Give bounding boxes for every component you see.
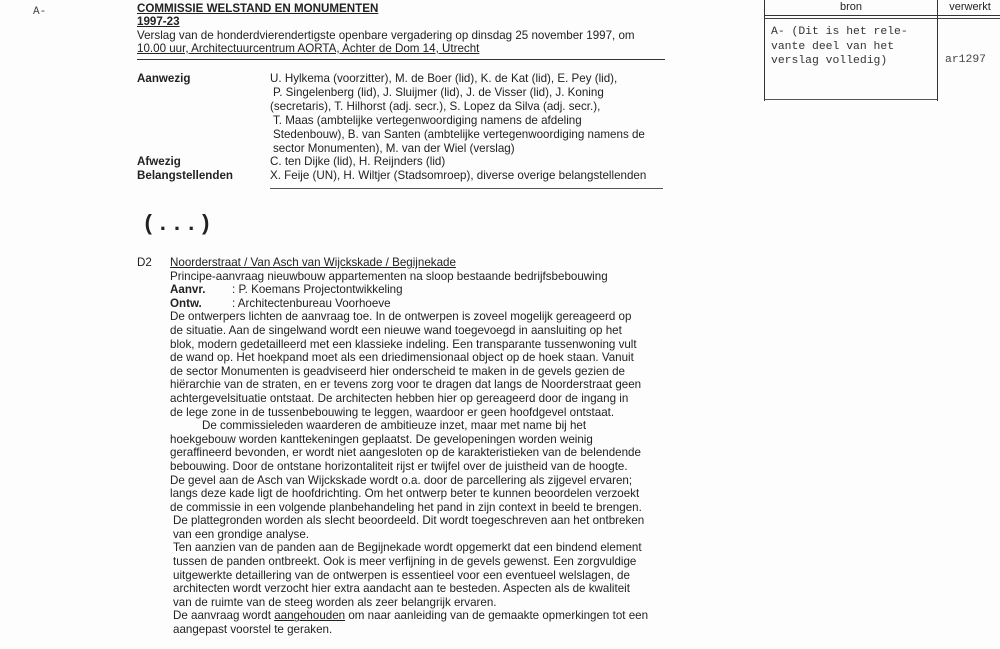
attendance-present [137,72,646,155]
conclusion [170,609,648,636]
text-line: hoekgebouw worden kanttekeningen geplaatst. De gevelopeningen worden weinig [170,432,593,446]
attendance-label: Belangstellenden [137,169,233,183]
text-line: de wand op. Het hoekpand moet als een driedimensionaal object op de hoek staan. Vanuit [170,351,634,365]
applicant-label: Aanvr. [170,283,206,297]
applicant-value: : P. Koemans Projectontwikkeling [232,283,403,297]
column-header-processed: verwerkt [949,1,991,13]
text-line: van een grondige analyse. [173,527,310,541]
document-header [137,2,635,55]
attendance-line: C. ten Dijke (lid), H. Reijnders (lid) [270,155,446,169]
text-line: langs deze kade ligt de hoofdrichting. Om het ontwerp beter te kunnen beoordelen verzoekt [170,487,640,501]
item-title: Noorderstraat / Van Asch van Wijckskade / Begijnekade [170,256,456,269]
text-line: blok, modern gedetailleerd met een klassieke indeling. Een transparante tussenwoning vult [170,337,637,351]
margin-mark: A- [33,6,47,18]
text-segment: om naar aanleiding van de gemaakte opmerkingen tot een [345,609,649,623]
text-line: de sector Monumenten is geadviseerd hier onderscheid te maken in de gevels gezien de [170,364,626,378]
text-line: Ten aanzien van de panden aan de Begijnekade wordt opgemerkt dat een bindend element [173,541,642,555]
item-subtitle: Principe-aanvraag nieuwbouw appartementen na sloop bestaande bedrijfsbebouwing [170,269,608,283]
header-divider [137,59,665,60]
attendance-line: (secretaris), T. Hilhorst (adj. secr.), S. Lopez da Silva (adj. secr.), [270,99,601,113]
designer-label: Ontw. [170,296,202,310]
text-line: architecten wordt verzocht hier extra aandacht aan te besteden. Aspecten als de kwaliteit [173,582,630,596]
attendance-divider [270,188,663,189]
text-line: de commissie in een volgende planbehandeling het pand in zijn context in beeld te brengen. [170,500,642,514]
attendance-line: T. Maas (ambtelijke vertegenwoordiging namens de afdeling [273,113,582,127]
processed-code: ar1297 [945,54,987,66]
designer-value: : Architectenbureau Voorhoeve [232,296,391,310]
text-line: tussen de panden ontbreekt. Ook is meer verfijning in de gevels gewenst. Een zorgvuldige [173,555,637,569]
item-number: D2 [137,256,152,269]
agenda-item [137,256,648,637]
attendance-line: P. Singelenberg (lid), J. Sluijmer (lid), J. de Visser (lid), J. Koning [273,85,604,99]
text-line: geraffineerd bevonden, er wordt niet aangesloten op de karakteristieken van de belendende [170,446,641,460]
attendance-line: U. Hylkema (voorzitter), M. de Boer (lid), K. de Kat (lid), E. Pey (lid), [270,72,618,85]
text-line: achtergevelsituatie ontstaat. De architecten hebben hier op gereageerd door de ingang in [170,391,629,405]
meeting-description-line: Verslag van de honderdvierendertigste openbare vergadering op dinsdag 25 november 1997, om [137,28,635,42]
document-title: COMMISSIE WELSTAND EN MONUMENTEN [137,2,379,15]
text-line: de lege zone in de tussenbebouwing te leggen, waardoor er geen hoofdgevel ontstaat. [170,405,615,419]
text-line: bebouwing. Door de ontstane horizontaliteit rijst er twijfel over de juistheid van de hoogte. [170,459,628,473]
attendance-label: Aanwezig [137,72,191,85]
paragraph-3 [170,514,648,541]
omission-marker: (...) [142,212,214,237]
text-line: van de ruimte van de steeg worden als zeer belangrijk ervaren. [173,595,497,609]
column-header-source: bron [839,1,863,13]
text-line: aangepast voorstel te geraken. [173,623,333,637]
meeting-description-line: 10.00 uur, Architectuurcentrum AORTA, Achter de Dom 14, Utrecht [137,41,480,55]
text-line: De plattegronden worden als slecht beoordeeld. Dit wordt toegeschreven aan het ontbreken [173,514,645,528]
paragraph-1 [170,310,648,419]
attendance-interested [137,169,646,183]
document-number: 1997-23 [137,15,180,29]
attendance-absent [137,155,646,169]
source-note: A- (Dit is het rele- vante deel van het verslag volledig) [771,26,908,67]
attendance-section [137,72,646,183]
text-line: De ontwerpers lichten de aanvraag toe. In de ontwerpen is zoveel mogelijk gereageerd op [170,310,632,324]
paragraph-2 [170,419,648,514]
text-line: De gevel aan de Asch van Wijckskade wordt o.a. door de parcellering als zijgevel ervaren; [170,473,633,487]
text-line: De commissieleden waarderen de ambitieuze inzet, maar met name bij het [202,419,587,433]
text-line: uitgewerkte detaillering van de ontwerpen is essentieel voor een eventueel welslagen, de [173,568,630,582]
attendance-line: Stedenbouw), B. van Santen (ambtelijke vertegenwoordiging namens de [273,127,645,141]
attendance-line: X. Feije (UN), H. Wiltjer (Stadsomroep), diverse overige belangstellenden [270,169,647,183]
attendance-line: sector Monumenten), M. van der Wiel (verslag) [273,141,515,155]
archive-stamp-table [764,0,1000,101]
decision-keyword: aangehouden [274,609,346,623]
text-segment: De aanvraag wordt [173,609,275,623]
paragraph-4 [170,541,648,609]
text-line: de situatie. Aan de singelwand wordt een nieuwe wand toegevoegd in aansluiting op het [170,323,622,337]
text-line: hiërarchie van de straten, en er tevens zorg voor te dragen dat langs de Noorderstraat geen [170,378,642,392]
attendance-label: Afwezig [137,155,181,169]
